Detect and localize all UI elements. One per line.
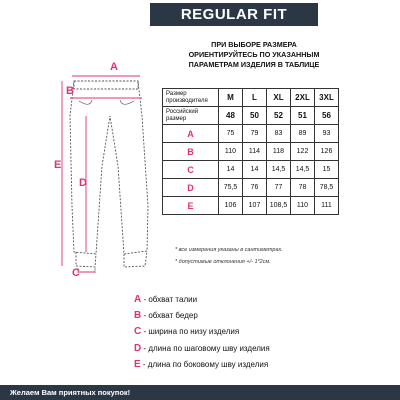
intro-line: ОРИЕНТИРУЙТЕСЬ ПО УКАЗАННЫМ	[188, 50, 320, 59]
legend-letter: C	[134, 326, 142, 338]
value-cell: 118	[267, 143, 291, 161]
note-tolerance: * допустимые отклонения +/- 1*2см.	[175, 259, 271, 265]
value-cell: 107	[243, 197, 267, 215]
size-cell: XL	[267, 89, 291, 107]
table-row	[163, 197, 339, 215]
row-letter: A	[163, 125, 219, 143]
size-table	[162, 88, 339, 215]
table-row	[163, 143, 339, 161]
value-cell: 108,5	[267, 197, 291, 215]
russian-size-label: Российский размер	[163, 107, 219, 125]
legend-item	[134, 357, 270, 373]
value-cell: 75,5	[219, 179, 243, 197]
table-row	[163, 179, 339, 197]
legend-item	[134, 308, 270, 324]
notes	[175, 244, 283, 268]
value-cell: 14,5	[267, 161, 291, 179]
row-letter: D	[163, 179, 219, 197]
value-cell: 15	[315, 161, 339, 179]
legend-letter: E	[134, 358, 141, 370]
value-cell: 89	[291, 125, 315, 143]
value-cell: 83	[267, 125, 291, 143]
legend-text: - длина по шаговому шву изделия	[141, 343, 270, 353]
letter-d: D	[79, 177, 87, 189]
value-cell: 106	[219, 197, 243, 215]
note-units: * все измерения указаны в сантиметрах.	[175, 247, 283, 253]
russian-size-cell: 56	[315, 107, 339, 125]
row-letter: B	[163, 143, 219, 161]
value-cell: 126	[315, 143, 339, 161]
value-cell: 14	[243, 161, 267, 179]
legend-item	[134, 292, 270, 308]
value-cell: 77	[267, 179, 291, 197]
letter-e: E	[54, 159, 62, 171]
value-cell: 110	[291, 197, 315, 215]
intro-text	[168, 40, 340, 70]
intro-line: ПРИ ВЫБОРЕ РАЗМЕРА	[211, 40, 297, 49]
legend-letter: B	[134, 310, 142, 322]
letter-c: C	[72, 267, 80, 276]
russian-size-cell: 51	[291, 107, 315, 125]
row-letter: C	[163, 161, 219, 179]
legend-letter: A	[134, 294, 142, 305]
value-cell: 14	[219, 161, 243, 179]
value-cell: 78	[291, 179, 315, 197]
value-cell: 76	[243, 179, 267, 197]
legend-text: - обхват талии	[141, 295, 198, 304]
value-cell: 122	[291, 143, 315, 161]
letter-b: B	[66, 85, 74, 97]
table-row	[163, 107, 339, 125]
value-cell: 110	[219, 143, 243, 161]
value-cell: 114	[243, 143, 267, 161]
size-cell: 2XL	[291, 89, 315, 107]
size-header-label: Размер производителя	[163, 89, 219, 107]
value-cell: 78,5	[315, 179, 339, 197]
trousers-diagram-icon	[52, 56, 157, 276]
legend-text: - ширина по низу изделия	[141, 327, 240, 337]
value-cell: 111	[315, 197, 339, 215]
row-letter: E	[163, 197, 219, 215]
russian-size-cell: 52	[267, 107, 291, 125]
value-cell: 14,5	[291, 161, 315, 179]
footer-banner: Желаем Вам приятных покупок!	[0, 385, 400, 400]
size-cell: L	[243, 89, 267, 107]
intro-line: ПАРАМЕТРАМ ИЗДЕЛИЯ В ТАБЛИЦЕ	[188, 60, 320, 69]
legend-text: - длина по боковому шву изделия	[140, 359, 269, 369]
size-cell: M	[219, 89, 243, 107]
russian-size-cell: 48	[219, 107, 243, 125]
legend-item	[134, 341, 270, 357]
value-cell: 93	[315, 125, 339, 143]
table-row	[163, 161, 339, 179]
size-cell: 3XL	[315, 89, 339, 107]
value-cell: 79	[243, 125, 267, 143]
table-row	[163, 89, 339, 107]
value-cell: 75	[219, 125, 243, 143]
page-title: REGULAR FIT	[150, 3, 318, 26]
legend-text: - обхват бедер	[141, 311, 198, 321]
legend	[134, 292, 270, 373]
table-row	[163, 125, 339, 143]
letter-a: A	[110, 61, 118, 73]
legend-item	[134, 324, 270, 340]
russian-size-cell: 50	[243, 107, 267, 125]
legend-letter: D	[134, 342, 142, 354]
